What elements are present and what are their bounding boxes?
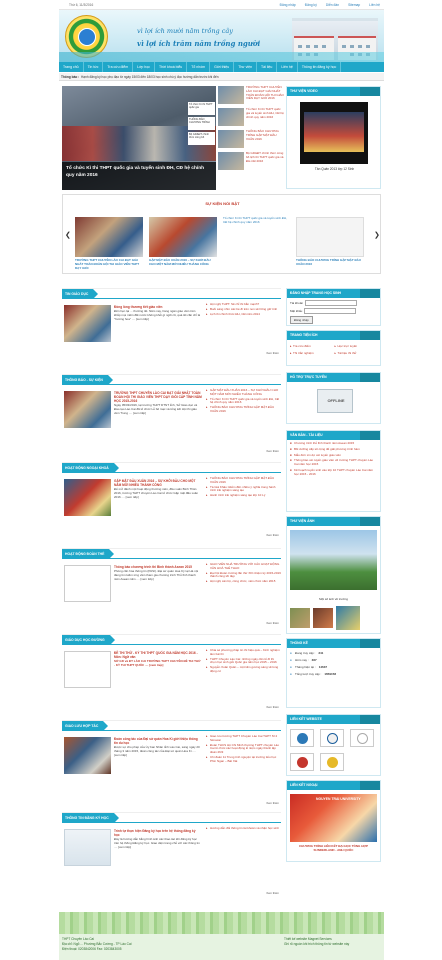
username-input[interactable]: [305, 300, 357, 306]
photo-library-box: [286, 516, 381, 634]
section-lead-image[interactable]: [64, 391, 111, 428]
see-more-link[interactable]: Xem thêm: [266, 533, 279, 537]
section-lead-image[interactable]: [64, 651, 111, 688]
section-lead-title[interactable]: Đồng lòng thương tiết giáo viên: [114, 305, 163, 309]
featured-list-text[interactable]: THÔNG BÁO CHƯƠNG TRÌNH GẶP MẶT ĐẦU XUÂN 2016: [246, 129, 279, 141]
page: [59, 0, 384, 960]
notice-ticker: [59, 73, 384, 81]
section-link[interactable]: ▸ Hội nghị cán bộ, công chức, viên chức năm 2015: [206, 580, 281, 584]
top-links: [280, 3, 380, 7]
header-banner: [59, 10, 384, 62]
section-lead-title[interactable]: Đoàn công tác của Đại sứ quán Hoa Kì giới thiệu thông tin du học: [114, 737, 198, 745]
see-more-link[interactable]: Xem thêm: [266, 801, 279, 805]
login-link[interactable]: Đăng nhập: [279, 3, 296, 7]
section-link[interactable]: ▸ Lịch thi chính thức ĐH, CĐ năm 2014: [206, 313, 281, 317]
utility-online-learning[interactable]: ▸ Học trực tuyến: [335, 344, 378, 348]
footer-phone: Điện thoại: 0203842006 Fax: 0203843005: [62, 947, 122, 951]
section-link[interactable]: ▸ Tổ chức Kì thi THPT quốc gia và tuyển sinh ĐH, CĐ hệ chính quy năm 2016: [206, 398, 281, 406]
stat-label: Tháng hiện tại :: [295, 665, 316, 669]
featured-list-item[interactable]: [218, 86, 284, 104]
section-lead-body: Đây là hướng dẫn bằng hình ảnh các thao tác khi đăng ký học trên hệ thống Đăng ký học. Giao diện trang chủ với các thông tin .... [xem tiếp]: [114, 837, 200, 849]
left-gutter: [0, 0, 59, 960]
photo-thumb[interactable]: [313, 608, 333, 628]
event-image[interactable]: [75, 217, 143, 257]
external-links-title: LIÊN KẾT NGOẠI: [287, 781, 380, 790]
stat-value: 341: [318, 651, 324, 655]
stat-value: 1659158: [324, 672, 337, 676]
section-link[interactable]: ▸ Chia sẻ phương pháp ôn thi hiệu quả – Kinh nghiệm làm bài thi: [206, 649, 281, 657]
slogan-line-2: vì lợi ích trăm năm trồng người: [137, 39, 261, 48]
featured-events: [62, 194, 381, 274]
event-caption[interactable]: TRƯỜNG THPT CHUYÊN LÀO CAI ĐẠT GIẢI NHẤT TOÀN ĐOÀN HỘI THI GIÁO VIÊN THPT DẠY GIỎI: [75, 258, 140, 270]
nav-timetable[interactable]: Thời khoá biểu: [155, 62, 187, 72]
video-library: [286, 86, 381, 189]
section-lead[interactable]: [64, 479, 202, 516]
section-lead[interactable]: [64, 651, 202, 688]
featured-list-item[interactable]: [218, 108, 284, 126]
section-education-news: [62, 288, 281, 366]
utility-mock-exams[interactable]: ▸ Tài liệu thi thử: [335, 351, 378, 355]
ticker-label: Thông báo :: [61, 75, 80, 79]
section-links: [206, 827, 281, 832]
password-label: Mật khẩu: [290, 309, 303, 313]
section-link[interactable]: ▸ THPT Chuyên Lào Cai: những ngày cần tổ đi thi chọn học sinh giỏi Quốc gia năm học 2015 – 2016: [206, 658, 281, 666]
section-links: [206, 389, 281, 415]
photo-thumb[interactable]: [336, 606, 360, 630]
event-item[interactable]: [296, 217, 364, 267]
section-link[interactable]: ▸ Đoàn THCS Hộ Chi Minh thương THPT chuyên Lào Cai tổ chức các hoạt động kỉ niệm ngày thành lập đoàn 26/3: [206, 744, 281, 755]
events-title: SỰ KIỆN NỔI BẬT: [205, 201, 240, 206]
stat-month: [287, 662, 380, 669]
partner-banner[interactable]: [290, 794, 377, 842]
see-more-link[interactable]: Xem thêm: [266, 351, 279, 355]
footer-credits: [284, 937, 380, 947]
section-lead-image[interactable]: [64, 565, 111, 602]
section-lead-image[interactable]: [64, 479, 111, 516]
section-link[interactable]: ▸ THÔNG BÁO CHƯƠNG TRÌNH GẶP MẶT ĐẦU XUÂN 2016: [206, 477, 281, 485]
top-bar: [59, 0, 384, 10]
featured-thumb[interactable]: Bộ GD&ĐT chính thức công bố: [188, 132, 215, 145]
section-extracurricular: [62, 462, 281, 542]
footer-school-name: THPT Chuyên Lào Cai: [62, 937, 95, 941]
section-link[interactable]: ▸ Nguyễn Xuân Quân – một tấm gương sáng về lòng động cơ: [206, 666, 281, 674]
document-link[interactable]: ■ Thông báo xét tuyển giáo viên về trường THPT chuyên Lào Cai năm học 2015: [287, 459, 380, 467]
event-caption[interactable]: THÔNG BÁO CHƯƠNG TRÌNH GẶP MẶT ĐẦU XUÂN 2016: [296, 258, 361, 266]
section-lead-image[interactable]: [64, 737, 111, 774]
section-title[interactable]: GIÁO DỤC HỌC ĐƯỜNG: [62, 635, 110, 645]
utility-quiz[interactable]: ▸ Thi trắc nghiệm: [290, 351, 333, 355]
section-cooperation: [62, 720, 281, 808]
event-image[interactable]: [149, 217, 217, 257]
section-lead-image[interactable]: [64, 829, 111, 866]
document-link[interactable]: ■ Chương trình thủ lĩnh thanh niên Asean 2015: [287, 442, 380, 446]
photo-main[interactable]: [290, 530, 377, 590]
nav-home[interactable]: Trang chủ: [59, 62, 84, 72]
login-button[interactable]: Đăng nhập: [290, 316, 313, 324]
footer-copyright: Ghi rõ nguồn khi trích thông tin từ website này: [284, 942, 350, 946]
document-link[interactable]: ■ Bồi dưỡng cấp số cộng để giải phương trình hàm: [287, 448, 380, 452]
event-image[interactable]: [296, 217, 364, 257]
section-lead-body: Phòng cấn hóa thông tin (PASI). Đại sứ quán Hoa Kỳ tại Hà nội đang tìm kiếm ứng viên tham gia chương trình Thủ lĩnh thanh niên Asean năm .... [xem tiếp]: [114, 569, 199, 581]
section-title[interactable]: THÔNG TIN ĐĂNG KÝ HỌC: [62, 813, 114, 823]
section-links: [206, 649, 281, 675]
see-more-link[interactable]: Xem thêm: [266, 891, 279, 895]
section-announcements: [62, 374, 281, 456]
partner-logo[interactable]: [320, 753, 344, 771]
student-login-box: [286, 288, 381, 326]
offline-text: OFFLINE: [327, 398, 345, 403]
featured-slider: [62, 86, 283, 190]
section-title[interactable]: HOẠT ĐỘNG ĐOÀN THỂ: [62, 549, 109, 559]
event-caption[interactable]: GẶP MẶT ĐẦU XUÂN 2016 – SỰ KHỞI ĐẦU CHO MỘT NĂM MỚI NHIỀU THÀNH CÔNG: [149, 258, 211, 266]
featured-thumb[interactable]: THÔNG BÁO CHƯƠNG TRÌNH: [188, 117, 215, 130]
section-lead-body: Để mở đánh một hoạt động thường niên, đầu xuân Bính Thân 2016, trường THPT chuyên Lào Cai tổ chức Gặp mặt đầu xuân 2016 .... [xem tiếp]: [114, 487, 199, 499]
section-school-education: [62, 634, 281, 714]
section-lead-body: SỞ GD và ĐT LÀO CAI TRƯỜNG THPT CHUYÊN ĐỀ THI THỬ - KỲ THI THPT QUỐC .... [xem tiếp]: [114, 659, 201, 667]
footer-designer[interactable]: Thiết kế website Magnet Services: [284, 937, 332, 941]
nav-registration[interactable]: Thông tin đăng ký học: [298, 62, 341, 72]
slogan-line-1: vì lợi ích mười năm trồng cây: [137, 27, 233, 35]
stat-total: [287, 669, 380, 676]
see-more-link[interactable]: Xem thêm: [266, 705, 279, 709]
section-links: [206, 563, 281, 585]
forum-link[interactable]: Diễn đàn: [325, 3, 340, 7]
section-link[interactable]: ▸ GẶP MẶT ĐẦU XUÂN 2016 – SỰ KHỞI ĐẦU CHO MỘT NĂM MỚI NHIỀU THÀNH CÔNG: [206, 389, 281, 397]
right-gutter: [384, 0, 442, 960]
section-lead-body: Đến hẹn lại ... thường tết. Năm nay, hàng ngàn giáo viên trên khắp mọi miền đất nước không khỏi gì ngồi cũ, quà tết cần chỉ là "hương hoa" .... [xem tiếp]: [114, 309, 201, 321]
website-links-title: LIÊN KẾT WEBSITE: [287, 715, 380, 724]
video-player[interactable]: [300, 102, 368, 164]
video-library-title: THƯ VIỆN VIDEO: [287, 87, 380, 96]
section-link[interactable]: ▸ Hội nghị THPT: Sẽ chỉ thi bắn mạnh?: [206, 303, 281, 307]
partner-banner-text: NGUYEN TRAI UNIVERSITY: [316, 797, 361, 801]
ticker-text[interactable]: Hạnh đăng ký học phụ đạo từ ngày 15/03 đến 18/03 học sinh chú ý đọc hướng dẫn trước khi đến: [81, 75, 219, 79]
event-item[interactable]: [75, 217, 143, 270]
section-lead[interactable]: [64, 737, 202, 774]
section-link[interactable]: ▸ Hành trình trải nghiệm sáng tạo lớp 10 Lý: [206, 494, 281, 498]
nav-documents[interactable]: Tài liệu: [257, 62, 277, 72]
nav-groups[interactable]: Tổ nhóm: [187, 62, 210, 72]
stat-label: Đang truy cập :: [295, 651, 316, 655]
utilities-title: TRANG TIỆN ÍCH: [287, 331, 380, 340]
stat-online: [287, 648, 380, 655]
section-link[interactable]: ▸ Đại hội Đoàn trường lần thứ XIII nhiệm kỳ 2015-2016 thành công tốt đẹp: [206, 572, 281, 580]
nav-classes[interactable]: Lớp học: [133, 62, 155, 72]
statistics-box: [286, 638, 381, 708]
external-links-box: [286, 780, 381, 862]
password-input[interactable]: [304, 308, 356, 314]
support-title: HỖ TRỢ TRỰC TUYẾN: [287, 373, 380, 382]
partner-logo[interactable]: [290, 729, 314, 747]
statistics-title: THỐNG KÊ: [287, 639, 380, 648]
section-link[interactable]: ▸ THÔNG BÁO CHƯƠNG TRÌNH GẶP MẶT ĐẦU XUÂN 2016: [206, 406, 281, 414]
footer: [59, 912, 384, 960]
featured-list-text[interactable]: TRƯỜNG THPT CHUYÊN LÀO CAI ĐẠT GIẢI NHẤT TOÀN ĐOÀN HỘI THI GIÁO VIÊN DẠY GIỎI 2016: [246, 85, 284, 101]
section-link[interactable]: ▸ Tà Giá Khâu: Điểm đến nhiều ý nghĩa trong hành trình trải nghiệm sáng tạo: [206, 486, 281, 494]
section-link[interactable]: ▸ Hướng dẫn đổi thông tin tài khoản và nhận học sinh: [206, 827, 281, 831]
photo-caption[interactable]: Một số ảnh về trường: [319, 597, 348, 601]
featured-list: [218, 86, 284, 174]
featured-list-item[interactable]: [218, 130, 284, 148]
featured-list-text[interactable]: Bộ GD&ĐT chính thức công bố lịch thi THPT quốc gia và ĐH-CĐ 2016: [246, 151, 284, 163]
section-lead-title[interactable]: GẶP MẶT ĐẦU XUÂN 2016 – SỰ KHỞI ĐẦU CHO MỘT NĂM MỚI NHIỀU THÀNH CÔNG: [114, 479, 196, 487]
see-more-link[interactable]: Xem thêm: [266, 621, 279, 625]
nav-contact[interactable]: Liên hệ: [277, 62, 297, 72]
utility-scores[interactable]: ▸ Tra cứu điểm: [290, 344, 333, 348]
section-link[interactable]: ▸ GIAO VIÊN NHÀ TRƯỜNG VỚI CÁC HOẠT ĐỘNG VĂN HOÁ THỂ THAO: [206, 563, 281, 571]
section-links: [206, 303, 281, 317]
section-lead-title[interactable]: ĐỀ THI THỬ - KỲ THI THPT QUỐC GIA NĂM HỌC 2016 - Môn: Ngữ văn: [114, 651, 198, 659]
document-link[interactable]: ■ Kế hoạch tuyển sinh vào lớp 10 THPT chuyên Lào Cai năm học 2015 - 2016: [287, 469, 380, 477]
online-support-box: [286, 372, 381, 424]
partner-logo[interactable]: [290, 753, 314, 771]
section-link[interactable]: ▸ Buổi sáng nhìn các bé đi trên non sẽ hồng giữ tình: [206, 308, 281, 312]
section-lead-title[interactable]: Trình tự thực hiện Đăng ký học trên hệ thống đăng ký học: [114, 829, 196, 837]
username-label: Tài khoản: [290, 301, 304, 305]
section-lead[interactable]: [64, 305, 202, 342]
section-link[interactable]: ▸ Giao lưu trường THPT Chuyên Lào Cai THPT Sĩ 2 Simacai: [206, 735, 281, 743]
stat-label: Tổng lượt truy cập :: [295, 672, 322, 676]
section-title[interactable]: TIN GIÁO DỤC: [62, 289, 93, 299]
section-lead-image[interactable]: [64, 305, 111, 342]
featured-caption[interactable]: Tổ chức Kì thi THPT quốc gia và tuyển sinh ĐH, CĐ hệ chính quy năm 2016: [62, 162, 216, 190]
nav-library[interactable]: Thư viện: [234, 62, 257, 72]
documents-box: [286, 430, 381, 512]
stat-value: 367: [311, 658, 317, 662]
video-caption[interactable]: Tân Quân 2013 lớp 12 Sinh: [314, 167, 355, 171]
footer-address: Địa chỉ: Ngõ ... Phường Bắc Cường - TP Lào Cai: [62, 942, 132, 946]
partner-caption[interactable]: CHƯƠNG TRÌNH LIÊN KẾT ĐẠI HỌC TỔNG HỢP SUNDERLAND - ANH QUỐC: [299, 844, 368, 852]
section-registration-info: [62, 812, 281, 900]
section-links: [206, 477, 281, 499]
section-lead-body: Được sự cho phép của Ủy ban Nhân tỉnh Lào Cai, sáng ngày 20 tháng 3 năm 2015, đoàn công tác của Đại sứ quán Hoa Kì .... [xem tiếp]: [114, 745, 200, 757]
stat-value: 14637: [318, 665, 328, 669]
section-title[interactable]: THÔNG BÁO - SỰ KIỆN: [62, 375, 108, 385]
date-text: Thứ 6, 11/3/2016: [69, 3, 94, 7]
sitemap-link[interactable]: Sitemap: [348, 3, 361, 7]
document-link[interactable]: ■ Mẫu đơn xin dự xét tuyển giáo viên: [287, 454, 380, 458]
section-title[interactable]: HOẠT ĐỘNG NGOẠI KHOÁ: [62, 463, 114, 473]
login-title: ĐĂNG NHẬP TRANG HỌC SINH: [287, 289, 380, 298]
main-nav: [59, 62, 384, 72]
register-link[interactable]: Đăng ký: [304, 3, 317, 7]
stat-today: [287, 655, 380, 662]
section-union-activities: [62, 548, 281, 630]
section-title[interactable]: GIAO LƯU HỢP TÁC: [62, 721, 103, 731]
event-item[interactable]: [149, 217, 217, 267]
section-links: [206, 735, 281, 765]
featured-list-item[interactable]: [218, 152, 284, 170]
featured-thumb[interactable]: Tổ chức Kì thi THPT quốc gia: [188, 102, 215, 115]
featured-list-text[interactable]: Tổ chức Kì thi THPT quốc gia và tuyển sinh ĐH, CĐ hệ chính quy năm 2016: [246, 107, 284, 119]
stat-label: Hôm nay :: [295, 658, 309, 662]
nav-about[interactable]: Giới thiệu: [210, 62, 234, 72]
offline-status-badge[interactable]: [317, 389, 353, 413]
section-lead[interactable]: [64, 829, 202, 866]
next-arrow-icon[interactable]: ❯: [374, 232, 380, 239]
featured-thumbs: [188, 102, 215, 147]
nav-news[interactable]: Tin tức: [84, 62, 104, 72]
website-links-box: [286, 714, 381, 776]
section-lead[interactable]: [64, 391, 202, 428]
banner-wave: [59, 52, 384, 62]
section-lead-body: Ngày 05/03/2016, tại trường THPT DTNT tỉnh, Sở Giáo dục và Đào tạo Lào Cai đã tổ chức Lễ bế mạc và tổng kết Hội thi giáo viên Trung .... [xem tiếp]: [114, 403, 198, 415]
photo-thumb[interactable]: [290, 608, 310, 628]
partner-logo[interactable]: [320, 729, 344, 747]
photo-library-title: THƯ VIỆN ẢNH: [287, 517, 380, 526]
event-text-item[interactable]: Tổ chức Kì thi THPT quốc gia và tuyển sinh ĐH, CĐ hệ chính quy năm 2016: [223, 216, 287, 224]
nav-scores[interactable]: Tra cứu điểm: [103, 62, 133, 72]
footer-grass-decoration: [59, 912, 384, 934]
see-more-link[interactable]: Xem thêm: [266, 449, 279, 453]
documents-title: VĂN BẢN - TÀI LIỆU: [287, 431, 380, 440]
prev-arrow-icon[interactable]: ❮: [65, 232, 71, 239]
section-lead-title[interactable]: Thông báo chương trình thi Bình thành Asean 2015: [114, 565, 192, 569]
footer-contact: [62, 937, 131, 952]
partner-logo[interactable]: [350, 729, 374, 747]
section-lead[interactable]: [64, 565, 202, 602]
section-link[interactable]: ▸ Chi đoàn 11 Trung tình nguyện tại trường tiểu học Phìn Ngan – Bát Xát: [206, 756, 281, 764]
contact-link[interactable]: Liên hệ: [369, 3, 380, 7]
utilities-box: [286, 330, 381, 366]
section-lead-title[interactable]: TRƯỜNG THPT CHUYÊN LÀO CAI ĐẠT GIẢI NHẤT TOÀN ĐOÀN HỘI THI GIÁO VIÊN THPT DẠY GIỎI CẤP TỈNH NĂM HỌC 2015-2016: [114, 391, 202, 403]
